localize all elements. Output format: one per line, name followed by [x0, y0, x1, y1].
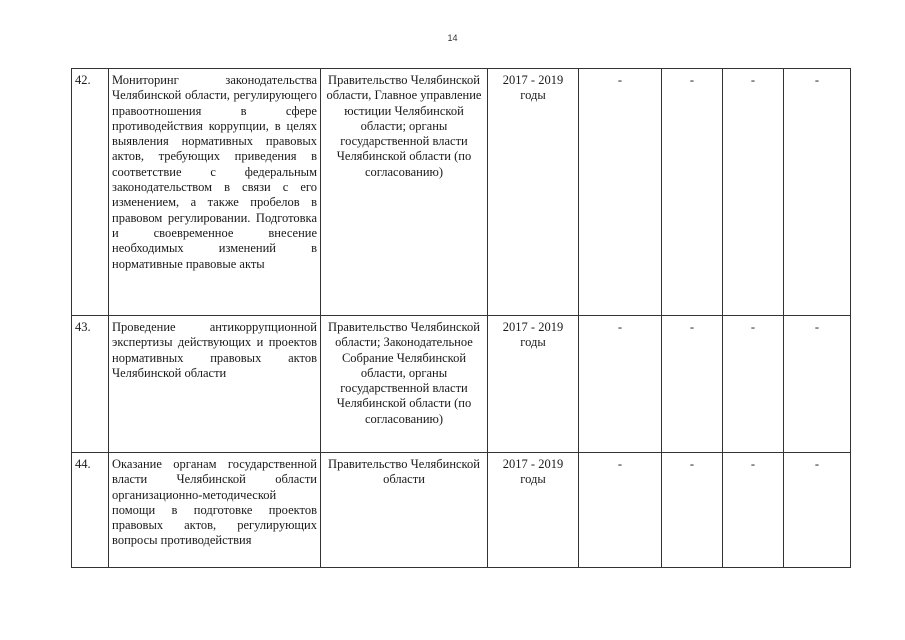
funding-cell: -	[723, 453, 784, 568]
funding-cell: -	[662, 316, 723, 453]
funding-cell: -	[784, 453, 851, 568]
measures-table	[71, 68, 851, 568]
row-number: 42.	[72, 69, 109, 316]
table-row	[72, 453, 851, 568]
row-number: 43.	[72, 316, 109, 453]
measure-description: Проведение антикоррупционной экспертизы действующих и проектов нормативных правовых актов Челябинской области	[109, 316, 321, 453]
funding-cell: -	[784, 316, 851, 453]
funding-cell: -	[723, 316, 784, 453]
table-row	[72, 69, 851, 316]
table-row	[72, 316, 851, 453]
page-number: 14	[447, 33, 458, 43]
funding-cell: -	[579, 453, 662, 568]
row-number: 44.	[72, 453, 109, 568]
implementation-period: 2017 - 2019 годы	[488, 316, 579, 453]
funding-cell: -	[579, 69, 662, 316]
measure-description: Мониторинг законодательства Челябинской области, регулирующего правоотношения в сфере противодействия коррупции, в целях выявления нормативных правовых актов, требующих приведения в соответствие с федеральным законодательством в связи с его изменением, а также пробелов в правовом регулировании. Подготовка и своевременное внесение необходимых изменений в нормативные правовые акты	[109, 69, 321, 316]
implementation-period: 2017 - 2019 годы	[488, 69, 579, 316]
responsible-executors: Правительство Челябинской области, Главное управление юстиции Челябинской области; органы государственной власти Челябинской области (по согласованию)	[321, 69, 488, 316]
funding-cell: -	[723, 69, 784, 316]
funding-cell: -	[662, 453, 723, 568]
funding-cell: -	[662, 69, 723, 316]
funding-cell: -	[579, 316, 662, 453]
funding-cell: -	[784, 69, 851, 316]
responsible-executors: Правительство Челябинской области	[321, 453, 488, 568]
implementation-period: 2017 - 2019 годы	[488, 453, 579, 568]
measure-description: Оказание органам государственной власти Челябинской области организационно-методической помощи в подготовке проектов правовых актов, регулирующих вопросы противодействия	[109, 453, 321, 568]
responsible-executors: Правительство Челябинской области; Законодательное Собрание Челябинской области, органы государственной власти Челябинской области (по согласованию)	[321, 316, 488, 453]
